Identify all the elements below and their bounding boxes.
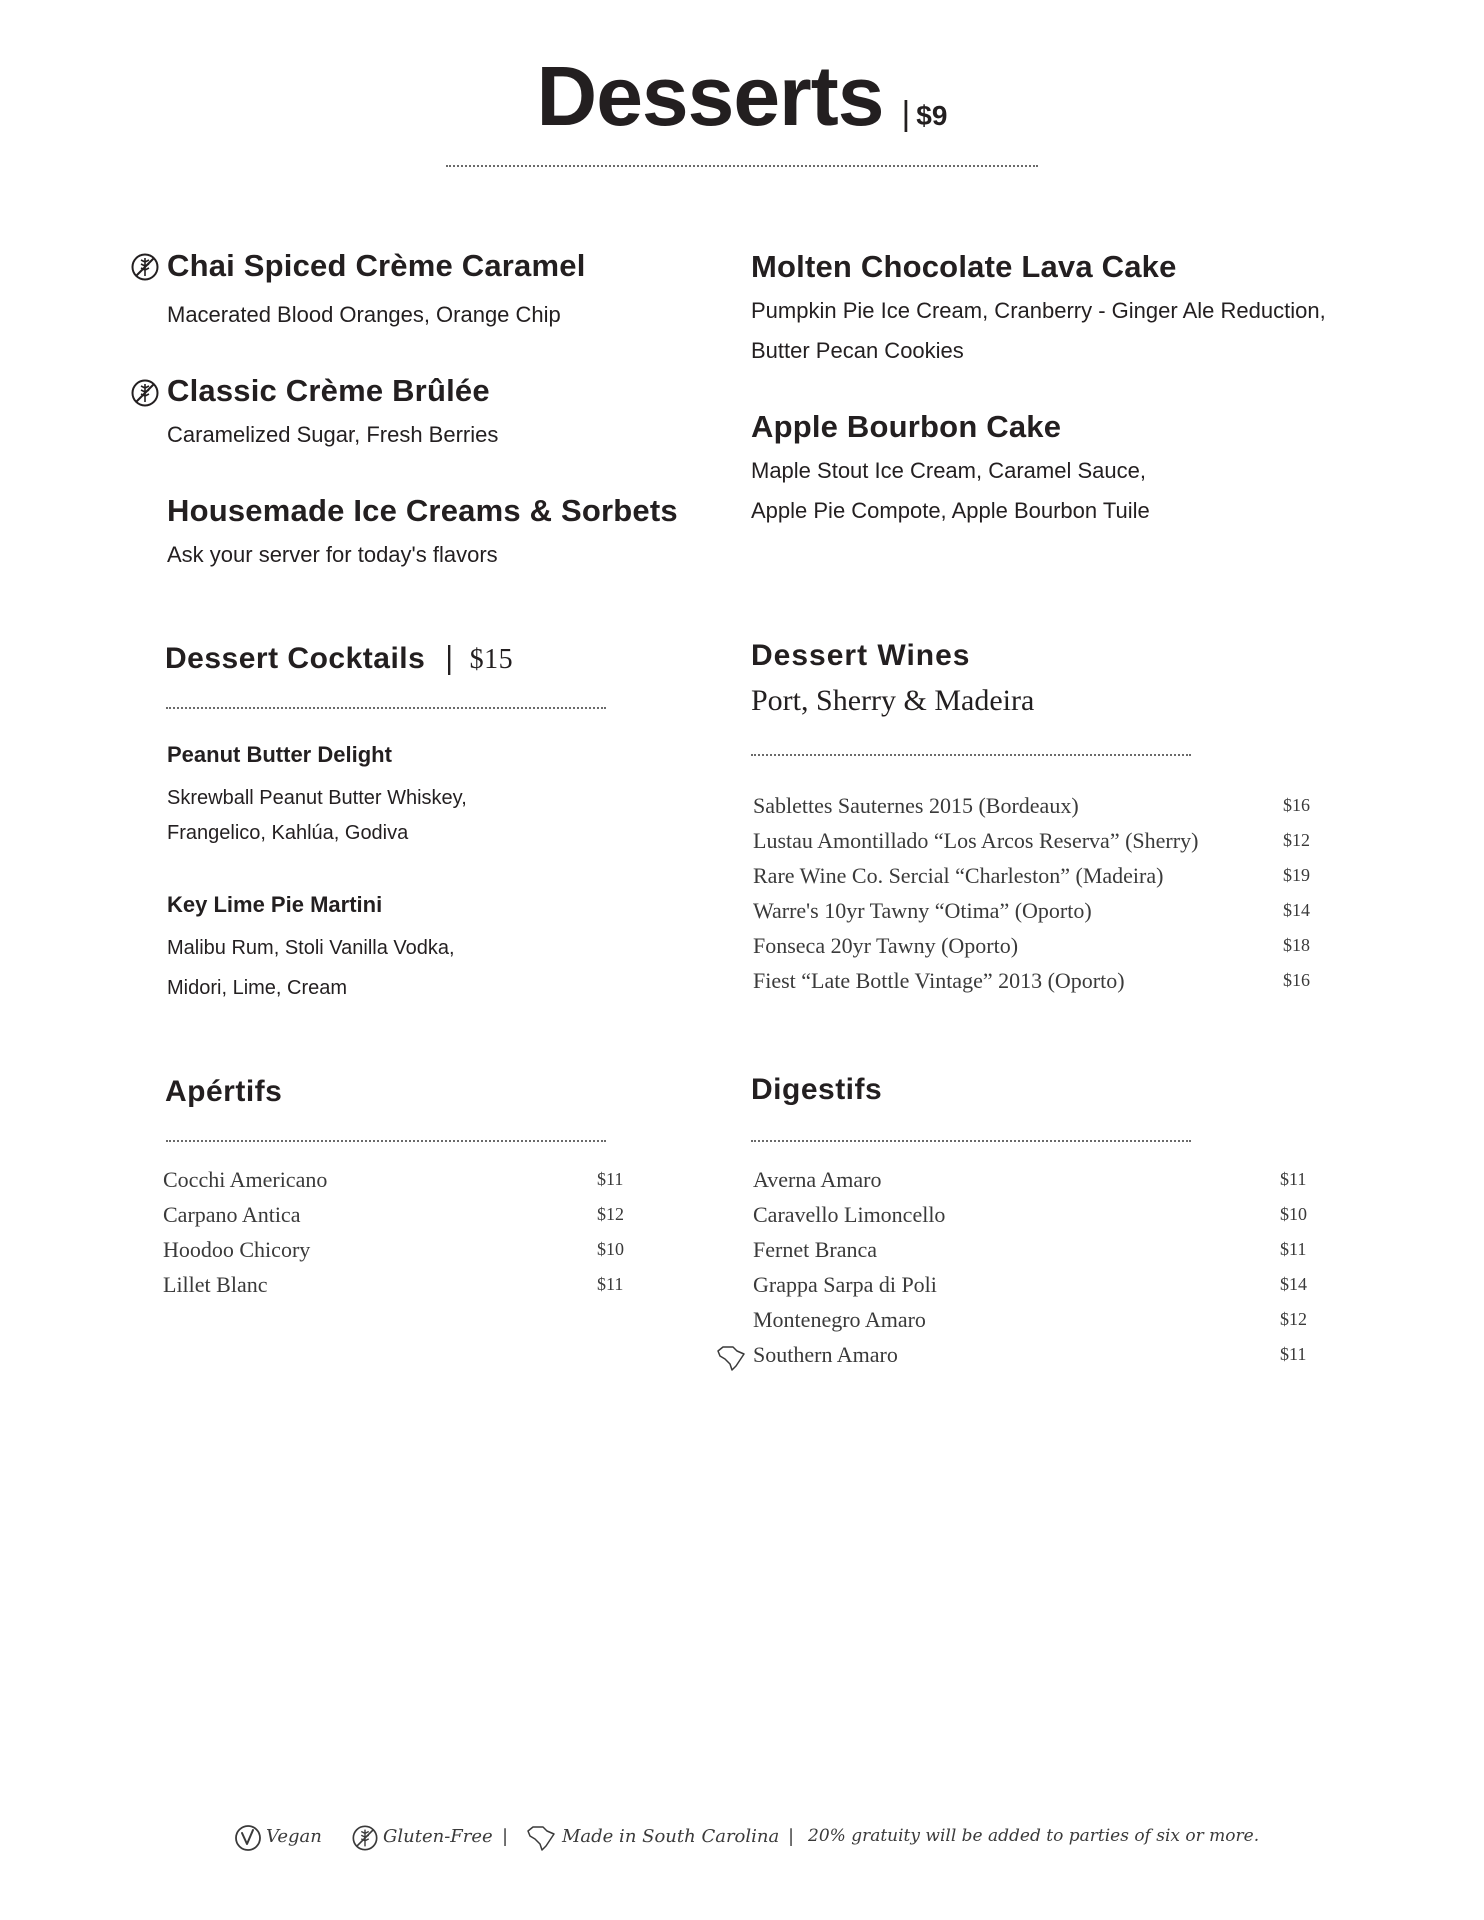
legend-gluten-free: Gluten-Free bbox=[383, 1826, 493, 1847]
legend-vegan: Vegan bbox=[266, 1826, 322, 1847]
dessert-price: $9 bbox=[916, 100, 948, 131]
dessert-desc: Macerated Blood Oranges, Orange Chip bbox=[167, 302, 561, 327]
list-item: Grappa Sarpa di Poli $14 bbox=[753, 1272, 1307, 1297]
list-item: Caravello Limoncello $10 bbox=[753, 1202, 1307, 1227]
cocktails-price: $15 bbox=[469, 644, 514, 675]
list-item: Averna Amaro $11 bbox=[753, 1167, 1307, 1192]
list-item: Fernet Branca $11 bbox=[753, 1237, 1307, 1262]
list-item: Carpano Antica $12 bbox=[163, 1202, 624, 1227]
wines-divider bbox=[751, 754, 1191, 756]
list-item: Fonseca 20yr Tawny (Oporto) $18 bbox=[753, 933, 1310, 958]
gratuity-note: 20% gratuity will be added to parties of six or more. bbox=[808, 1826, 1260, 1846]
footer-legend bbox=[0, 1820, 1484, 1860]
dessert-desc: Maple Stout Ice Cream, Caramel Sauce, bbox=[751, 458, 1146, 483]
cocktails-title-text: Dessert Cocktails bbox=[165, 642, 426, 675]
list-item: Fiest “Late Bottle Vintage” 2013 (Oporto) $16 bbox=[753, 968, 1310, 993]
dessert-desc: Pumpkin Pie Ice Cream, Cranberry - Ginger Ale Reduction, bbox=[751, 298, 1326, 323]
dessert-desc: Ask your server for today's flavors bbox=[167, 542, 498, 567]
wines-subtitle: Port, Sherry & Madeira bbox=[751, 684, 1035, 717]
dessert-name: Housemade Ice Creams & Sorbets bbox=[167, 493, 678, 528]
cocktail-name: Key Lime Pie Martini bbox=[167, 892, 383, 917]
cocktail-desc: Midori, Lime, Cream bbox=[167, 977, 348, 999]
cocktails-title bbox=[165, 641, 513, 676]
cocktail-desc: Skrewball Peanut Butter Whiskey, bbox=[167, 787, 467, 809]
page-title bbox=[0, 48, 1484, 145]
dessert-name: Chai Spiced Crème Caramel bbox=[167, 248, 586, 283]
cocktails-separator: | bbox=[444, 641, 455, 676]
menu-title: Desserts bbox=[536, 49, 884, 143]
list-item: Lillet Blanc $11 bbox=[163, 1272, 624, 1297]
digestifs-divider bbox=[751, 1140, 1191, 1142]
list-item: Hoodoo Chicory $10 bbox=[163, 1237, 624, 1262]
digestifs-title: Digestifs bbox=[751, 1073, 883, 1106]
cocktail-name: Peanut Butter Delight bbox=[167, 742, 392, 767]
title-divider bbox=[446, 165, 1038, 167]
wines-title: Dessert Wines bbox=[751, 639, 971, 672]
cocktail-desc: Frangelico, Kahlúa, Godiva bbox=[167, 822, 409, 844]
south-carolina-icon bbox=[716, 1344, 746, 1372]
dessert-name: Molten Chocolate Lava Cake bbox=[751, 249, 1177, 284]
legend-separator: | bbox=[502, 1826, 509, 1847]
dessert-desc: Butter Pecan Cookies bbox=[751, 338, 964, 363]
gluten-free-icon bbox=[130, 252, 160, 282]
dessert-name: Classic Crème Brûlée bbox=[167, 373, 490, 408]
cocktails-divider bbox=[166, 707, 606, 709]
vegan-icon bbox=[234, 1824, 262, 1852]
legend-separator: | bbox=[788, 1826, 795, 1847]
aperitifs-divider bbox=[166, 1140, 606, 1142]
list-item: Rare Wine Co. Sercial “Charleston” (Madeira) $19 bbox=[753, 863, 1310, 888]
legend-south-carolina: Made in South Carolina bbox=[562, 1826, 780, 1847]
gluten-free-icon bbox=[130, 378, 160, 408]
list-item: Southern Amaro $11 bbox=[753, 1342, 1307, 1367]
south-carolina-icon bbox=[526, 1824, 556, 1852]
list-item: Sablettes Sauternes 2015 (Bordeaux) $16 bbox=[753, 793, 1310, 818]
aperitifs-title: Apértifs bbox=[165, 1075, 283, 1108]
dessert-desc: Apple Pie Compote, Apple Bourbon Tuile bbox=[751, 498, 1150, 523]
cocktail-desc: Malibu Rum, Stoli Vanilla Vodka, bbox=[167, 937, 455, 959]
list-item: Lustau Amontillado “Los Arcos Reserva” (Sherry) $12 bbox=[753, 828, 1310, 853]
list-item: Cocchi Americano $11 bbox=[163, 1167, 624, 1192]
list-item: Warre's 10yr Tawny “Otima” (Oporto) $14 bbox=[753, 898, 1310, 923]
title-separator: | bbox=[901, 95, 911, 133]
dessert-desc: Caramelized Sugar, Fresh Berries bbox=[167, 422, 499, 447]
list-item: Montenegro Amaro $12 bbox=[753, 1307, 1307, 1332]
dessert-name: Apple Bourbon Cake bbox=[751, 409, 1062, 444]
gluten-free-icon bbox=[351, 1824, 379, 1852]
